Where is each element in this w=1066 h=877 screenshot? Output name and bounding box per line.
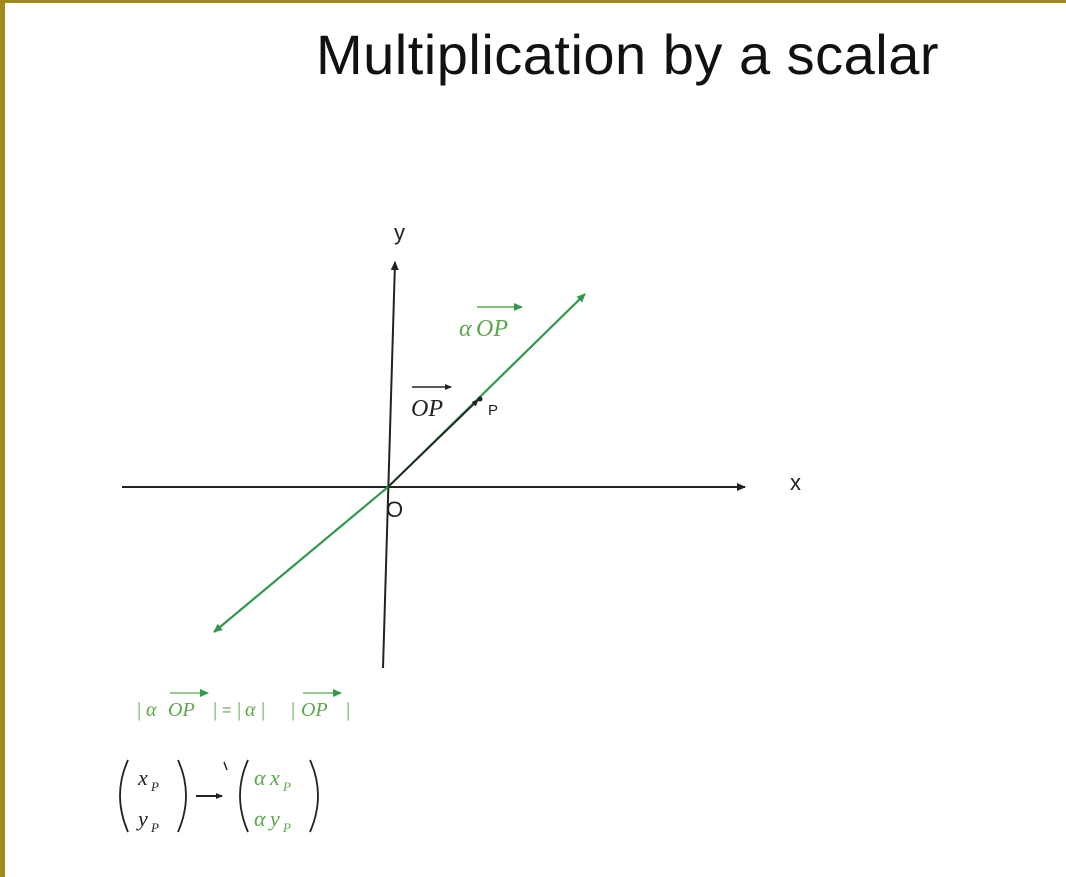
norm-bar-5: | [290,699,296,721]
norm-bar-6: | [345,699,351,721]
mapping-tick [224,762,227,770]
norm-bar-3: | [236,699,242,721]
scaled-label-alpha: α [459,316,472,342]
coord-y-sub: P [151,820,159,835]
coord-alpha-y-sub: P [283,820,291,835]
origin-label: O [386,497,404,522]
point-p-label: P [488,402,499,419]
coord-alpha-y: y [270,806,280,831]
norm-vec-2: OP [301,699,328,721]
norm-alpha-1: α [146,699,157,721]
norm-bar-1: | [136,699,142,721]
coord-x: x [138,765,148,790]
left-paren-close [178,760,186,832]
op-label: OP [411,396,443,422]
y-axis-label: y [394,220,405,245]
norm-bar-4: | [260,699,266,721]
y-axis [383,262,395,668]
norm-equals: = [222,702,232,719]
norm-formula [136,693,351,721]
coord-x-sub: P [151,779,159,794]
coord-y: y [138,806,148,831]
right-paren-open [240,760,248,832]
scaled-label-op: OP [476,316,508,342]
slide-title: Multiplication by a scalar [316,23,940,86]
x-axis-label: x [790,470,801,495]
norm-vec-1: OP [168,699,195,721]
scaled-vector-negative [214,487,388,632]
right-paren-close [310,760,318,832]
coord-alpha-x: x [270,765,280,790]
coord-alpha-y-alpha: α [254,806,266,831]
norm-rhs-alpha: α [245,699,256,721]
left-paren-open [120,760,128,832]
coord-alpha-x-alpha: α [254,765,266,790]
coord-alpha-x-sub: P [283,779,291,794]
coordinate-formula [120,760,318,835]
point-p-dot [478,397,483,402]
norm-bar-2: | [212,699,218,721]
